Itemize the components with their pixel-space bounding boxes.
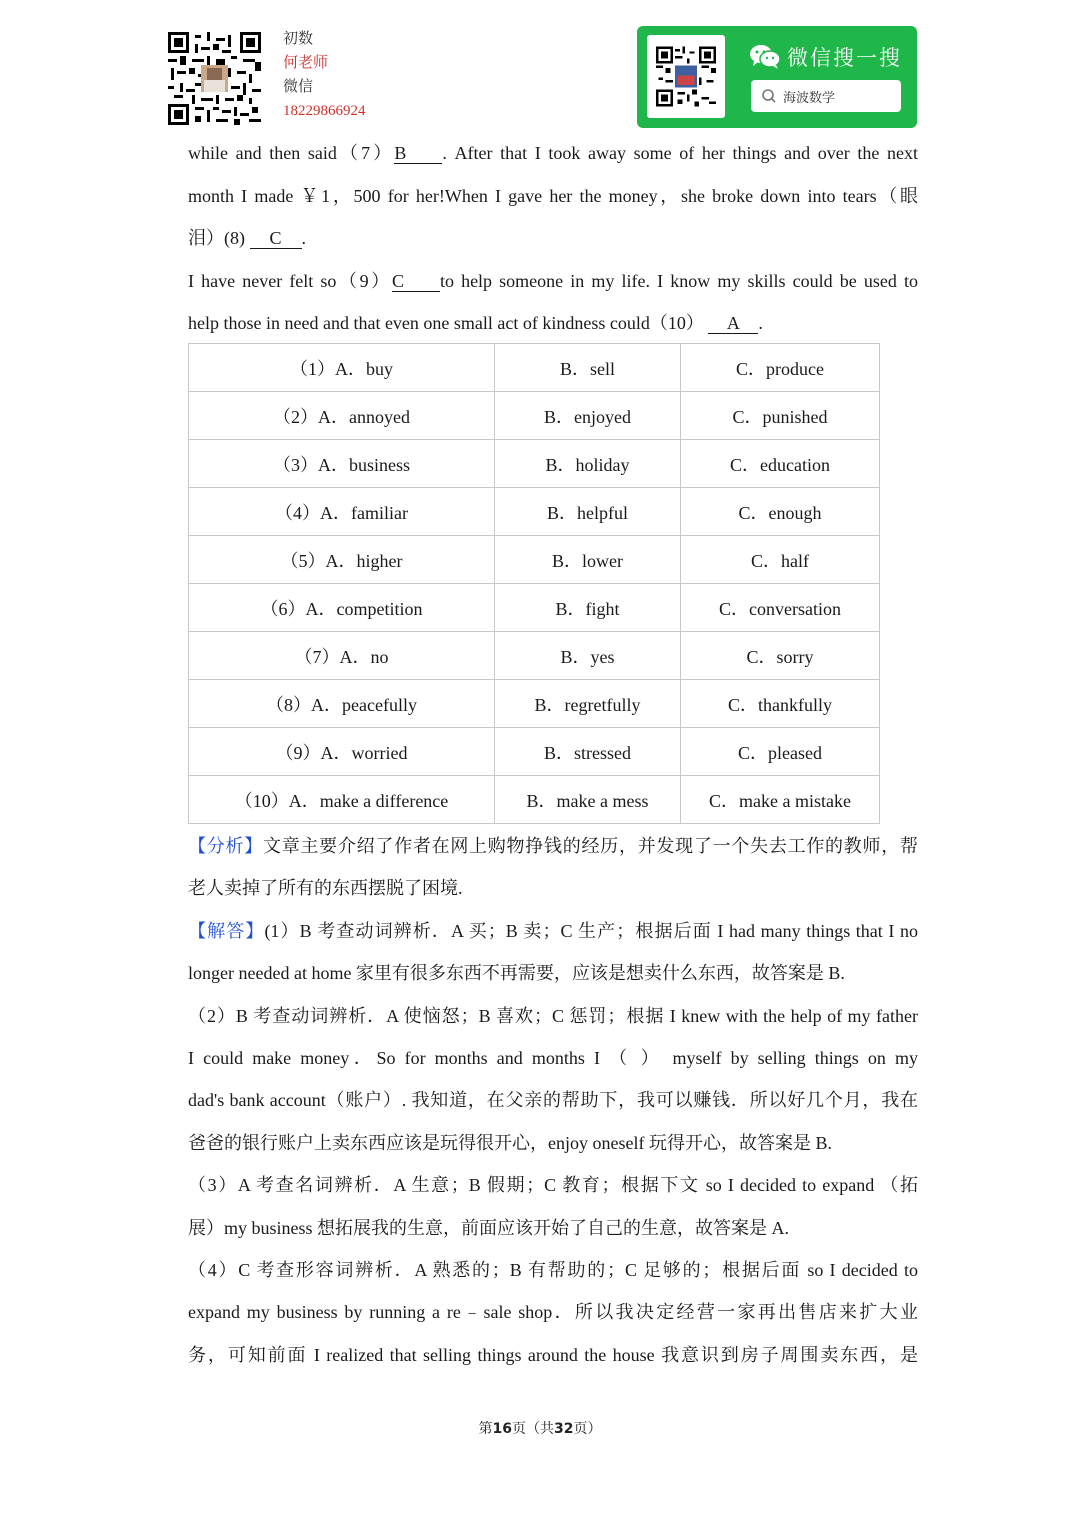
analysis-line: 老人卖掉了所有的东西摆脱了困境. <box>188 878 463 899</box>
option-row <box>189 680 880 728</box>
option-cell: （7）A．no <box>189 632 495 680</box>
passage-text: I have never felt so（9） <box>188 270 392 291</box>
answer-line: （2）B 考查动词辨析．A 使恼怒；B 喜欢；C 惩罚；根据 I knew with the help of my father <box>188 1005 918 1026</box>
contact-phone: 18229866924 <box>283 103 366 119</box>
option-cell: （8）A．peacefully <box>189 680 495 728</box>
option-cell: （9）A．worried <box>189 728 495 776</box>
page-total: 32 <box>554 1421 574 1437</box>
answer-line: 展）my business 想拓展我的生意，前面应该开始了自己的生意，故答案是 A. <box>188 1217 790 1238</box>
option-row <box>189 392 880 440</box>
passage-text: to help someone in my life. I know my skills could be used to <box>439 270 918 291</box>
page-footer <box>0 1418 1080 1438</box>
option-row <box>189 440 880 488</box>
option-row <box>189 776 880 824</box>
answer-tag: 【解答】 <box>188 920 265 941</box>
wechat-title-text: 微信搜一搜 <box>787 46 902 70</box>
option-cell: C．punished <box>681 392 880 440</box>
page-number: 16 <box>492 1421 512 1437</box>
wechat-search-text: 海波数学 <box>783 90 836 106</box>
option-cell: C．conversation <box>681 584 880 632</box>
answer-line: 务，可知前面 I realized that selling things around the house 我意识到房子周围卖东西，是 <box>188 1344 918 1365</box>
answer-line: expand my business by running a re﹣sale shop．所以我决定经营一家再出售店来扩大业 <box>188 1302 918 1323</box>
passage-text: . <box>301 228 306 248</box>
contact-subject: 初数 <box>283 31 314 47</box>
wechat-title <box>749 42 902 72</box>
options-table <box>188 343 880 824</box>
answer-line: 爸爸的银行账户上卖东西应该是玩得很开心，enjoy oneself 玩得开心，故答案是 B. <box>188 1132 832 1153</box>
option-cell: （3）A．business <box>189 440 495 488</box>
answer-blank-value: C <box>391 270 404 291</box>
passage-text: while and then said（7） <box>188 143 395 163</box>
option-cell: C．sorry <box>681 632 880 680</box>
answer-line: dad's bank account（账户）. 我知道，在父亲的帮助下，我可以赚钱．所以好几个月，我在 <box>188 1090 918 1111</box>
option-cell: C．pleased <box>681 728 880 776</box>
wechat-search-banner[interactable] <box>637 26 917 128</box>
passage-line: month I made ￥1，500 for her!When I gave her the money，she broke down into tears（眼 <box>188 185 918 206</box>
option-cell: C．thankfully <box>681 680 880 728</box>
passage-line <box>188 217 918 260</box>
contact-info <box>283 27 366 123</box>
answer-blank <box>250 228 302 249</box>
option-cell: （10）A．make a difference <box>189 776 495 824</box>
passage-text: . <box>758 313 763 333</box>
passage-line <box>188 260 918 303</box>
wechat-logo-icon <box>749 44 781 70</box>
answer-blank-value: C <box>269 228 282 248</box>
option-cell: （2）A．annoyed <box>189 392 495 440</box>
option-cell: C．make a mistake <box>681 776 880 824</box>
analysis-tag: 【分析】 <box>188 836 263 856</box>
contact-teacher: 何老师 <box>283 55 329 71</box>
answer-line: （4）C 考查形容词辨析．A 熟悉的；B 有帮助的；C 足够的；根据后面 so I decided to <box>188 1259 918 1280</box>
option-row <box>189 344 880 392</box>
search-icon <box>761 88 777 104</box>
answer-line: longer needed at home 家里有很多东西不再需要，应该是想卖什么东西，故答案是 B. <box>188 963 845 984</box>
option-row <box>189 536 880 584</box>
option-row <box>189 488 880 536</box>
contact-wechat-label: 微信 <box>283 79 314 95</box>
option-cell: C．half <box>681 536 880 584</box>
option-row <box>189 584 880 632</box>
analysis-section <box>188 825 918 1376</box>
answer-line <box>188 910 918 952</box>
passage-text: help those in need and that even one small act of kindness could（10） <box>188 313 704 333</box>
answer-blank <box>708 313 758 334</box>
passage-text: 泪）(8) <box>188 228 245 248</box>
option-cell: B．stressed <box>495 728 681 776</box>
wechat-search-box[interactable] <box>751 80 901 112</box>
answer-blank <box>394 143 442 164</box>
page-header <box>0 0 1080 135</box>
option-cell: B．yes <box>495 632 681 680</box>
banner-qr-icon <box>656 45 716 108</box>
footer-mid: 页（共 <box>512 1422 554 1437</box>
option-cell: B．sell <box>495 344 681 392</box>
qr-code-icon <box>168 32 261 125</box>
answer-line: （3）A 考查名词辨析．A 生意；B 假期；C 教育；根据下文 so I decided to expand （拓 <box>188 1175 918 1196</box>
passage <box>188 132 918 345</box>
analysis-line <box>188 825 918 867</box>
option-cell: B．helpful <box>495 488 681 536</box>
option-cell: （1）A．buy <box>189 344 495 392</box>
footer-prefix: 第 <box>478 1422 493 1437</box>
passage-text: . After that I took away some of her things and over the next <box>442 143 919 163</box>
option-cell: B．enjoyed <box>495 392 681 440</box>
answer-text: (1）B 考查动词辨析．A 买；B 卖；C 生产；根据后面 I had many things that I no <box>264 920 919 941</box>
option-cell: B．fight <box>495 584 681 632</box>
option-cell: （5）A．higher <box>189 536 495 584</box>
answer-blank <box>392 271 440 292</box>
passage-line <box>188 132 918 175</box>
option-cell: （4）A．familiar <box>189 488 495 536</box>
analysis-text: 文章主要介绍了作者在网上购物挣钱的经历，并发现了一个失去工作的教师，帮 <box>262 836 919 856</box>
option-row <box>189 728 880 776</box>
answer-line: I could make money．So for months and months I （ ） myself by selling things on my <box>188 1047 918 1068</box>
option-cell: B．regretfully <box>495 680 681 728</box>
option-cell: B．make a mess <box>495 776 681 824</box>
footer-suffix: 页） <box>573 1422 602 1437</box>
option-cell: C．produce <box>681 344 880 392</box>
banner-qr-frame <box>647 35 725 118</box>
option-row <box>189 632 880 680</box>
answer-blank-value: B <box>394 143 407 163</box>
option-cell: B．holiday <box>495 440 681 488</box>
option-cell: B．lower <box>495 536 681 584</box>
option-cell: C．education <box>681 440 880 488</box>
option-cell: C．enough <box>681 488 880 536</box>
answer-blank-value: A <box>726 313 740 333</box>
option-cell: （6）A．competition <box>189 584 495 632</box>
passage-line <box>188 302 918 345</box>
